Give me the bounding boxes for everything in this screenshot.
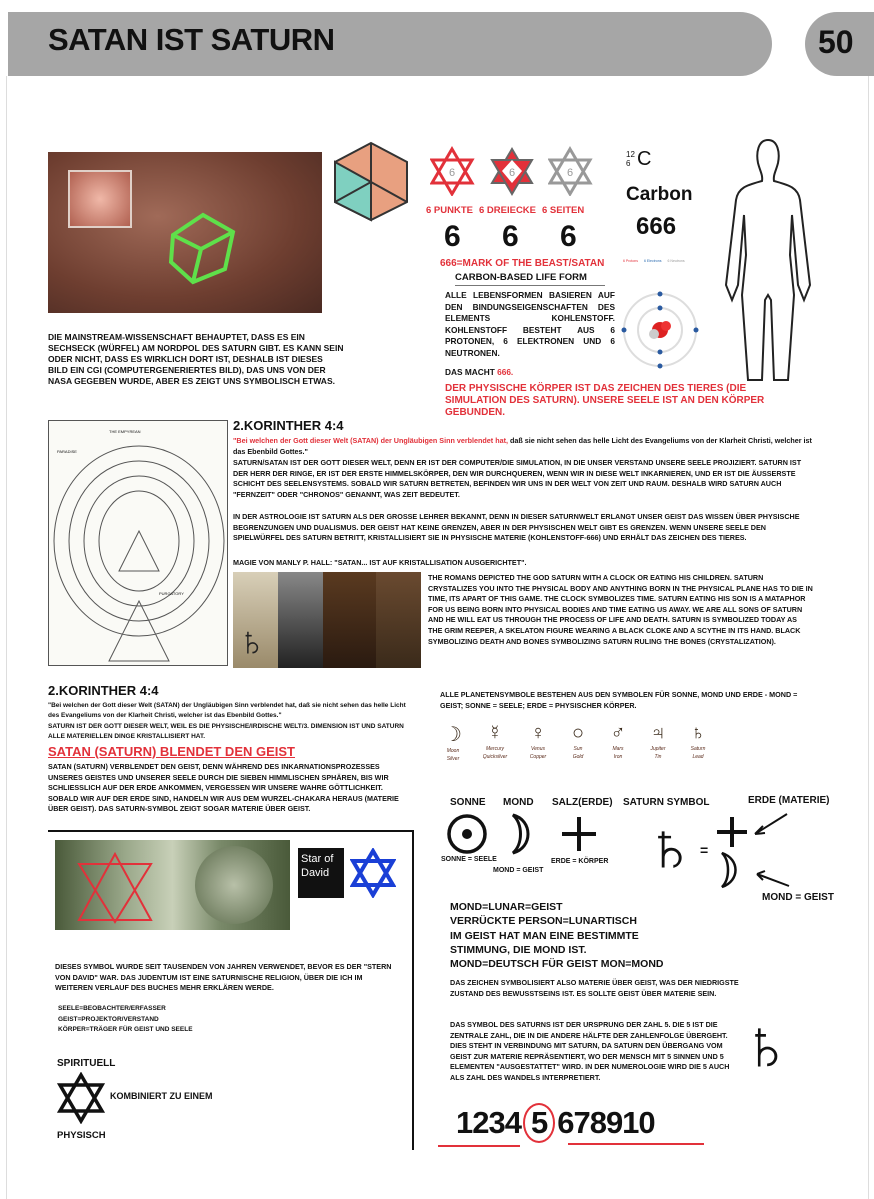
saturn-symbol-label: SATURN SYMBOL	[623, 797, 710, 808]
page-title: SATAN IST SATURN	[48, 22, 335, 57]
planet-saturn	[684, 722, 712, 762]
saturn-hexagon-image	[48, 152, 322, 313]
planet-metal: Gold	[572, 754, 584, 760]
planet-metal: Silver	[446, 756, 460, 762]
underline-left	[438, 1145, 520, 1147]
box-top-border	[48, 830, 414, 832]
mark-of-beast: 666=MARK OF THE BEAST/SATAN	[440, 258, 605, 269]
saturn-large-icon: ♄	[643, 808, 697, 888]
lunar-list	[450, 900, 664, 971]
moon-icon: ☽	[444, 724, 462, 746]
diagram-label-empyrean: THE EMPYREAN	[109, 429, 141, 434]
svg-text:6: 6	[448, 167, 456, 179]
mass-number: 12	[626, 150, 635, 159]
planets-intro: ALLE PLANETENSYMBOLE BESTEHEN AUS DEN SYMBOLEN FÜR SONNE, MOND UND ERDE - MOND = GEIST; SONNE = SEELE; ERDE = PHYSISCHER KÖRPER.	[440, 690, 798, 710]
das-macht-number: 666.	[497, 367, 514, 377]
lunar-line: STIMMUNG, DIE MOND IST.	[450, 943, 587, 956]
legend-protons: 6 Protons	[623, 259, 638, 263]
korinther-quote-1	[233, 436, 818, 457]
definition-koerper: KÖRPER=TRÄGER FÜR GEIST UND SEELE	[58, 1026, 193, 1033]
six-1: 6	[444, 220, 461, 253]
planet-name: Venus	[531, 746, 545, 752]
six-3: 6	[560, 220, 577, 253]
blendet-heading: SATAN (SATURN) BLENDET DEN GEIST	[48, 744, 295, 759]
zeichen-paragraph: DAS ZEICHEN SYMBOLISIERT ALSO MATERIE ÜBER GEIST, WAS DER NIEDRIGSTE ZUSTAND DES BEWUSSTSEINS IST. ES SOLLTE GEIST ÜBER MATERIE SEIN.	[450, 978, 739, 998]
lunar-line: MOND=LUNAR=GEIST	[450, 901, 563, 913]
lunar-line: IM GEIST HAT MAN EINE BESTIMMTE	[450, 929, 639, 942]
planet-metal: Iron	[613, 754, 623, 760]
definitions-list	[58, 1004, 193, 1036]
svg-text:6: 6	[508, 167, 516, 179]
planet-venus	[524, 722, 552, 762]
carbon-isotope	[626, 150, 635, 168]
six-2: 6	[502, 220, 519, 253]
mond-geist: MOND = GEIST	[493, 867, 544, 874]
saturn-five-icon: ♄	[740, 1006, 793, 1084]
earth-cross-icon	[560, 815, 598, 853]
planet-sun	[564, 722, 592, 762]
svg-text:6: 6	[566, 167, 574, 179]
korinther-quote-2: "Bei welchen der Gott dieser Welt (SATAN) der Ungläubigen Sinn verblendet hat, daß sie nicht sehen das helle Licht des Evangeliums von der Klarheit Christi, welcher ist das Ebenbild Gottes."	[48, 702, 406, 719]
carbon-life-heading: CARBON-BASED LIFE FORM	[455, 272, 605, 286]
star-paragraph: DIESES SYMBOL WURDE SEIT TAUSENDEN VON JAHREN VERWENDET, BEVOR ES DER "STERN VON DAVID" WAR. DAS JUDENTUM IST EINE SATURNISCHE RELIGION, ÜBER DIE ICH IM WEITEREN VERLAUF DES BUCHES MEHR ERKLÄREN WERDE.	[55, 962, 392, 993]
moon-symbol-icon	[507, 812, 537, 856]
planet-mercury	[478, 722, 512, 762]
legend-electrons: 6 Electrons	[643, 259, 662, 263]
das-macht-text: DAS MACHT	[445, 367, 498, 377]
arrows-icon	[745, 808, 795, 888]
venus-icon: ♀	[530, 722, 546, 744]
carbon-symbol: C	[637, 148, 652, 170]
green-cube-icon	[163, 207, 243, 287]
planet-name: Mercury	[485, 746, 505, 752]
mond-geist-arrow-label: MOND = GEIST	[762, 892, 834, 903]
carbon-paragraph: ALLE LEBENSFORMEN BASIEREN AUF DEN BINDUNGSEIGENSCHAFTEN DES ELEMENTS KOHLENSTOFF. KOHLENSTOFF BESTEHT AUS 6 PROTONEN, 6 ELEKTRONEN UND 6 NEUTRONEN.	[445, 290, 615, 358]
saturn-icon: ♄	[690, 722, 706, 744]
dollar-seal-image	[55, 840, 290, 930]
mercury-icon: ☿	[487, 722, 503, 744]
number-row	[456, 1103, 655, 1143]
diagram-label-paradise: PARADISE	[57, 449, 77, 454]
planet-symbols-row	[440, 722, 712, 762]
legend-neutrons: 6 Neutrons	[667, 259, 685, 263]
star-sides-icon	[548, 146, 593, 196]
blue-star-of-david-icon	[350, 848, 396, 898]
planet-name: Jupiter	[650, 746, 666, 752]
pyramid-eye-icon	[75, 850, 155, 925]
page-number: 50	[818, 24, 854, 60]
lunar-line: MOND=DEUTSCH FÜR GEIST MON=MOND	[450, 958, 664, 971]
saturn-glyph-icon: ♄	[237, 620, 267, 664]
star-of-david-badge: Star of David	[298, 848, 344, 898]
salz-label: SALZ(ERDE)	[552, 797, 613, 808]
romans-paragraph: THE ROMANS DEPICTED THE GOD SATURN WITH A CLOCK OR EATING HIS CHILDREN. SATURN CRYSTALIZES YOU INTO THE PHYSICAL BODY AND ANYTHING BORN IN THE PHYSICAL PLANE HAS TO DIE IN TIME, ITS APART OF THIS GAME. THE CLOCK SYMBOLIZES TIME. SATURN EATING HIS SON IS A MATAPHOR FOR US BEING BORN INTO PHYSICAL BODIES AND TIME EATING US AWAY. WE ARE ALL SONS OF SATURN AND HE WILL EAT US THROUGH THE PROCESS OF LIFE AND DEATH. SATURN IS SYMBOLIZED TODAY AS THE GRIM REEPER, A SKELATON FIGURE WEARING A BLACK CLOKE AND A SCYTHE IN ITS HAND. BLACK SYMBOLIZING DEATH AND BONES SYMBOLIZING SATURN RULING THE BONES (CRYSTALIZATION).	[428, 573, 813, 646]
lunar-line: VERRÜCKTE PERSON=LUNARTISCH	[450, 915, 637, 928]
erde-koerper: ERDE = KÖRPER	[551, 858, 609, 865]
number-five-circled: 5	[523, 1103, 555, 1143]
eagle-seal-icon	[195, 846, 273, 924]
planet-moon	[440, 722, 466, 762]
equals-sign: =	[700, 842, 709, 858]
spirituell-label: SPIRITUELL	[57, 1058, 116, 1069]
carbon-atom-icon	[620, 290, 700, 370]
quote-rest: daß sie nicht sehen das helle Licht des Evangeliums von der Klarheit Christi, welcher ist das Ebenbild Gottes."	[233, 436, 812, 456]
star-of-david-icon	[57, 1072, 105, 1124]
definition-geist: GEIST=PROJEKTOR/VERSTAND	[58, 1015, 159, 1023]
korinther-p1: SATURN/SATAN IST DER GOTT DIESER WELT, DENN ER IST DER COMPUTER/DIE SIMULATION, IN DIE UNSER VERSTAND UNSERE SEELE PROJIZIERT. SATURN IST DER HERR DER RINGE, ER IST DER ERSTE HIMMELSKÖRPER, DEN WIR DURCHQUEREN, WENN WIR IN DIESE WELT INKARNIEREN, UND ER IST DIE ÄUSSERSTE SCHICHT DES SEELENSYSTEMS. SOBALD WIR SATURN BETRETEN, BEFINDEN WIR UNS IN DER WELT VON ZEIT UND RAUM. DESHALB WIRD SATURN AUCH "FERNZEIT" ODER "CHRONOS" GENANNT, WAS ZEIT BEDEUTET.	[233, 458, 802, 499]
das-macht	[445, 367, 513, 379]
hexagon-cube-icon	[330, 140, 412, 222]
korinther-heading-1: 2.KORINTHER 4:4	[233, 418, 344, 433]
erde-materie-label: ERDE (MATERIE)	[748, 795, 830, 806]
planet-jupiter	[644, 722, 672, 762]
saturn-paintings-image	[233, 572, 421, 668]
korinther2-p2: SATAN (SATURN) VERBLENDET DEN GEIST, DENN WÄHREND DES INKARNATIONSPROZESSES UNSERES GEISTES UND UNSERER SEELE DURCH DIE SIEBEN HIMMLISCHEN SPHÄREN, BIS WIR SCHLIESSLICH AUF DER ERDE ANKOMMEN, VERGESSEN WIR UNSERE WAHRE GÖTTLICHKEIT. SOBALD WIR AUF DER ERDE SIND, HANDELN WIR AUS DEM WURZEL-CHAKARA HERAUS (MATERIE ÜBER GEIST). DAS SATURN-SYMBOL ZEIGT SOGAR MATERIE ÜBER GEIST.	[48, 762, 399, 814]
zahl5-paragraph: DAS SYMBOL DES SATURNS IST DER URSPRUNG DER ZAHL 5. DIE 5 IST DIE ZENTRALE ZAHL, DIE IN DIE ANDERE HÄLFTE DER ZAHLENFOLGE ÜBERGEHT. DIES STEHT IN VERBINDUNG MIT SATURN, DA SATURN DEN ÜBERGANG VOM GEIST ZUR MATERIE REPRÄSENTIERT, WO DER MENSCH MIT 5 SINNEN UND 5 ELEMENTEN "AUSGESTATTET" WIRD. IN DER NUMEROLOGIE WIRD DIE 5 AUCH ALS ZAHL DES WANDELS INTERPRETIERT.	[450, 1020, 730, 1082]
dante-cosmos-diagram	[48, 420, 228, 666]
planet-metal: Copper	[529, 754, 547, 760]
planet-metal: Quicksilver	[482, 754, 508, 760]
numbers-left: 1234	[456, 1105, 521, 1140]
numbers-right: 678910	[557, 1105, 655, 1140]
planet-name: Saturn	[690, 746, 706, 752]
star-labels-row	[426, 205, 584, 216]
atom-legend	[623, 259, 685, 263]
atomic-number: 6	[626, 159, 631, 168]
sonne-seele: SONNE = SEELE	[441, 856, 497, 863]
inset-photo	[68, 170, 132, 228]
human-body-outline-icon	[718, 135, 818, 385]
label-punkte: 6 PUNKTE	[426, 205, 473, 216]
manly-hall-quote: MAGIE VON MANLY P. HALL: "SATAN... IST AUF KRISTALLISATION AUSGERICHTET".	[233, 558, 527, 567]
sun-symbol-icon	[445, 812, 489, 856]
label-dreiecke: 6 DREIECKE	[478, 205, 536, 216]
planet-name: Sun	[573, 746, 583, 752]
box-right-border	[412, 830, 414, 1150]
page-edge-right	[868, 76, 869, 1199]
underline-right	[568, 1143, 704, 1145]
physical-body-statement: DER PHYSISCHE KÖRPER IST DAS ZEICHEN DES TIERES (DIE SIMULATION DES SATURN). UNSERE SEELE IST AN DEN KÖRPER GEBUNDEN.	[445, 383, 765, 418]
definition-seele: SEELE=BEOBACHTER/ERFASSER	[58, 1005, 166, 1012]
mars-icon: ♂	[610, 722, 626, 744]
korinther2-p1: SATURN IST DER GOTT DIESER WELT, WEIL ES DIE PHYSISCHE/IRDISCHE WELT/3. DIMENSION IST UND SATURN ALLE MATERIELLEN DINGE KRISTALLISIERT HAT.	[48, 723, 404, 740]
label-seiten: 6 SEITEN	[542, 205, 585, 216]
carbon-name: Carbon	[626, 184, 693, 205]
planet-mars	[604, 722, 632, 762]
carbon-666: 666	[636, 213, 677, 240]
planet-name: Mars	[612, 746, 624, 752]
korinther-p2: IN DER ASTROLOGIE IST SATURN ALS DER GROSSE LEHRER BEKANNT, DENN IN DIESER SATURNWELT ERLANGT UNSER GEIST DAS WISSEN ÜBER PHYSISCHE BEGRENZUNGEN UND DUALISMUS. DER GEIST HAT KEINE GRENZEN, ABER IN DER PHYSISCHEN WELT GIBT ES GRENZEN. WENN UNSERE SEELE DEN SPIELWÜRFEL DES SATURN BETRITT, KRISTALLISIERT SIE IN PHYSISCHE MATERIE (KOHLENSTOFF-666) UND ERHÄLT DAS ZEICHEN DES TIERES.	[233, 512, 800, 543]
jupiter-icon: ♃	[650, 722, 666, 744]
planet-name: Moon	[446, 748, 460, 754]
physisch-label: PHYSISCH	[57, 1130, 106, 1141]
hexagon-paragraph: DIE MAINSTREAM-WISSENSCHAFT BEHAUPTET, DASS ES EIN SECHSECK (WÜRFEL) AM NORDPOL DES SATURN GIBT. ES KANN SEIN ODER NICHT, DASS ES WIRKLICH DORT IST, DESHALB IST DIESES BILD EIN CGI (COMPUTERGENERIERTES BILD), DAS UNS VON DER NASA GEGEBEN WURDE, ABER ES ZEIGT UNS SYMBOLISCH ETWAS.	[48, 332, 344, 386]
sonne-label: SONNE	[450, 797, 486, 808]
star-points-icon	[430, 146, 475, 196]
planet-metal: Tin	[654, 754, 662, 760]
diagram-label-purgatory: PURGATORY	[159, 591, 184, 596]
page-edge-left	[6, 76, 7, 1199]
planet-metal: Lead	[692, 754, 704, 760]
sun-icon: ○	[571, 722, 585, 744]
kombiniert-label: KOMBINIERT ZU EINEM	[110, 1091, 213, 1101]
korinther-heading-2: 2.KORINTHER 4:4	[48, 683, 159, 698]
mond-label: MOND	[503, 797, 534, 808]
quote-red: "Bei welchen der Gott dieser Welt (SATAN) der Ungläubigen Sinn verblendet hat,	[233, 436, 508, 445]
star-triangles-icon	[490, 146, 535, 196]
